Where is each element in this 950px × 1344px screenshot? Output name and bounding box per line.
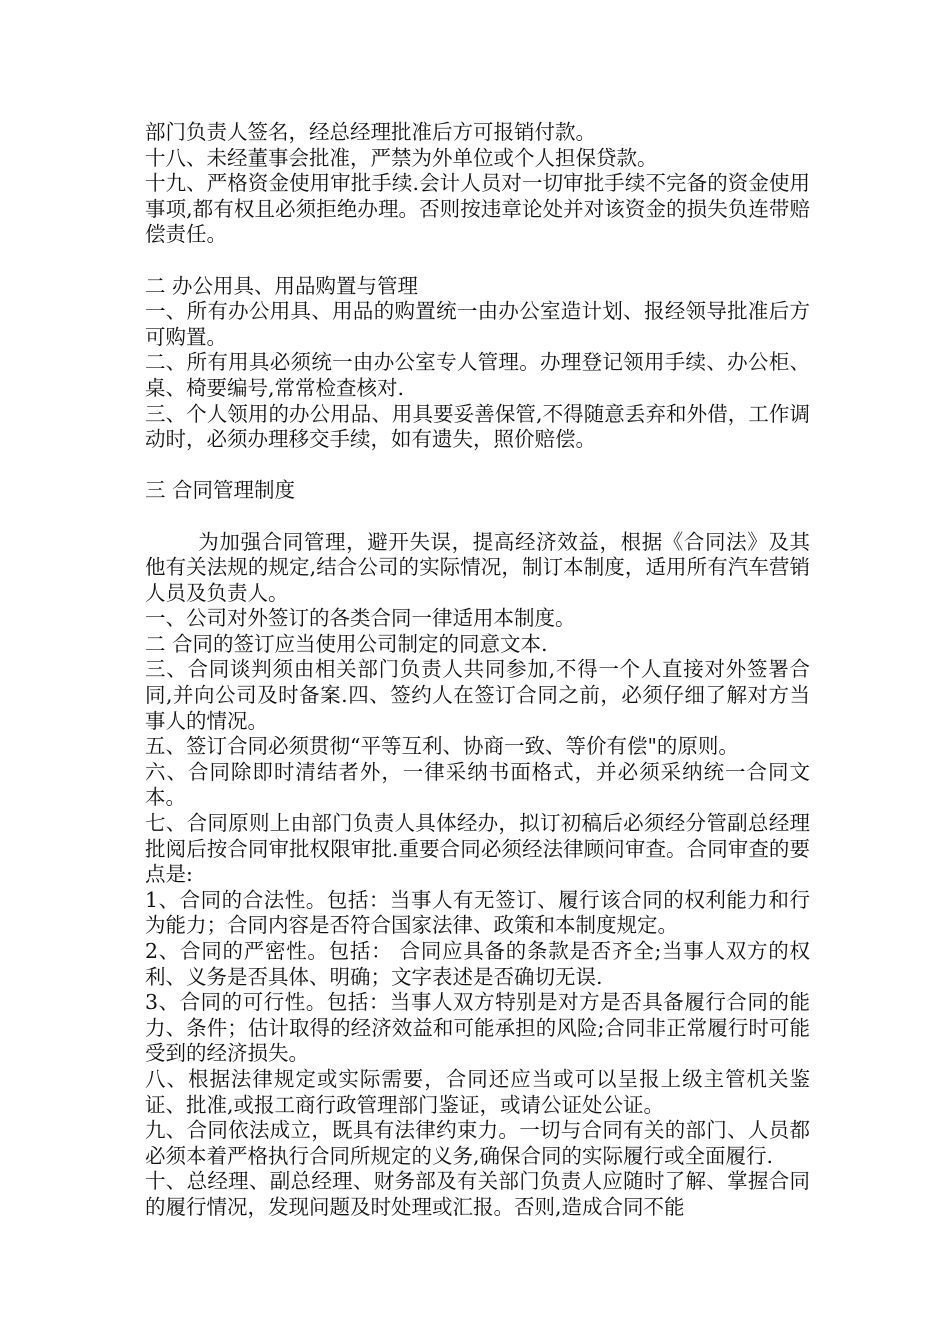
paragraph-continued: 部门负责人签名，经总经理批准后方可报销付款。 xyxy=(145,120,596,144)
blank-line xyxy=(145,248,810,274)
section-3-item: 五、签订合同必须贯彻“平等互利、协商一致、等价有偿"的原则。 xyxy=(145,734,739,759)
item-19: 十九、严格资金使用审批手续.会计人员对一切审批手续不完备的资金使用事项,都有权且必须拒绝办理。否则按违章论处并对该资金的损失负连带赔偿责任。 xyxy=(145,171,810,247)
section-3-heading: 三 合同管理制度 xyxy=(145,478,296,503)
section-2-item: 三、个人领用的办公用品、用具要妥善保管,不得随意丢弃和外借，工作调动时，必须办理移交手续，如有遗失，照价赔偿。 xyxy=(145,401,810,452)
section-3-item: 九、合同依法成立，既具有法律约束力。一切与合同有关的部门、人员都必须本着严格执行合同所规定的义务,确保合同的实际履行或全面履行. xyxy=(145,1118,810,1168)
section-3-item: 二 合同的签订应当使用公司制定的同意文本. xyxy=(145,631,548,656)
blank-line xyxy=(145,453,810,479)
section-3-intro: 为加强合同管理，避开失误，提高经济效益，根据《合同法》及其他有关法规的规定,结合公司的实际情况，制订本制度，适用所有汽车营销人员及负责人。 xyxy=(145,529,810,605)
section-3-item: 2、合同的严密性。包括： 合同应具备的条款是否齐全;当事人双方的权利、义务是否具体、明确；文字表述是否确切无误. xyxy=(145,939,810,989)
section-3-item: 1、合同的合法性。包括：当事人有无签订、履行该合同的权利能力和行为能力；合同内容是否符合国家法律、政策和本制度规定。 xyxy=(145,887,810,938)
section-3-item: 八、根据法律规定或实际需要，合同还应当或可以呈报上级主管机关鉴证、批准,或报工商行政管理部门鉴证，或请公证处公证。 xyxy=(145,1066,810,1117)
item-18: 十八、未经董事会批准，严禁为外单位或个人担保贷款。 xyxy=(145,145,658,170)
document-page xyxy=(145,120,810,1221)
section-3-item: 七、合同原则上由部门负责人具体经办，拟订初稿后必须经分管副总经理批阅后按合同审批权限审批.重要合同必须经法律顾问审查。合同审查的要点是: xyxy=(145,811,810,887)
section-3-item: 一、公司对外签订的各类合同一律适用本制度。 xyxy=(145,606,576,631)
section-3-item: 六、合同除即时清结者外，一律采纳书面格式，并必须采纳统一合同文本。 xyxy=(145,759,810,810)
blank-line xyxy=(145,504,810,530)
section-2-item: 二、所有用具必须统一由办公室专人管理。办理登记领用手续、办公柜、桌、椅要编号,常常检查核对. xyxy=(145,350,810,400)
section-3-item: 十、总经理、副总经理、财务部及有关部门负责人应随时了解、掌握合同的履行情况，发现问题及时处理或汇报。否则,造成合同不能 xyxy=(145,1169,810,1219)
section-3-item: 3、合同的可行性。包括：当事人双方特别是对方是否具备履行合同的能力、条件；估计取得的经济效益和可能承担的风险;合同非正常履行时可能受到的经济损失。 xyxy=(145,990,810,1066)
section-2-heading: 二 办公用具、用品购置与管理 xyxy=(145,273,419,298)
section-3-item: 三、合同谈判须由相关部门负责人共同参加,不得一个人直接对外签署合同,并向公司及时备案.四、签约人在签订合同之前，必须仔细了解对方当事人的情况。 xyxy=(145,657,810,733)
section-2-item: 一、所有办公用具、用品的购置统一由办公室造计划、报经领导批准后方可购置。 xyxy=(145,299,810,349)
